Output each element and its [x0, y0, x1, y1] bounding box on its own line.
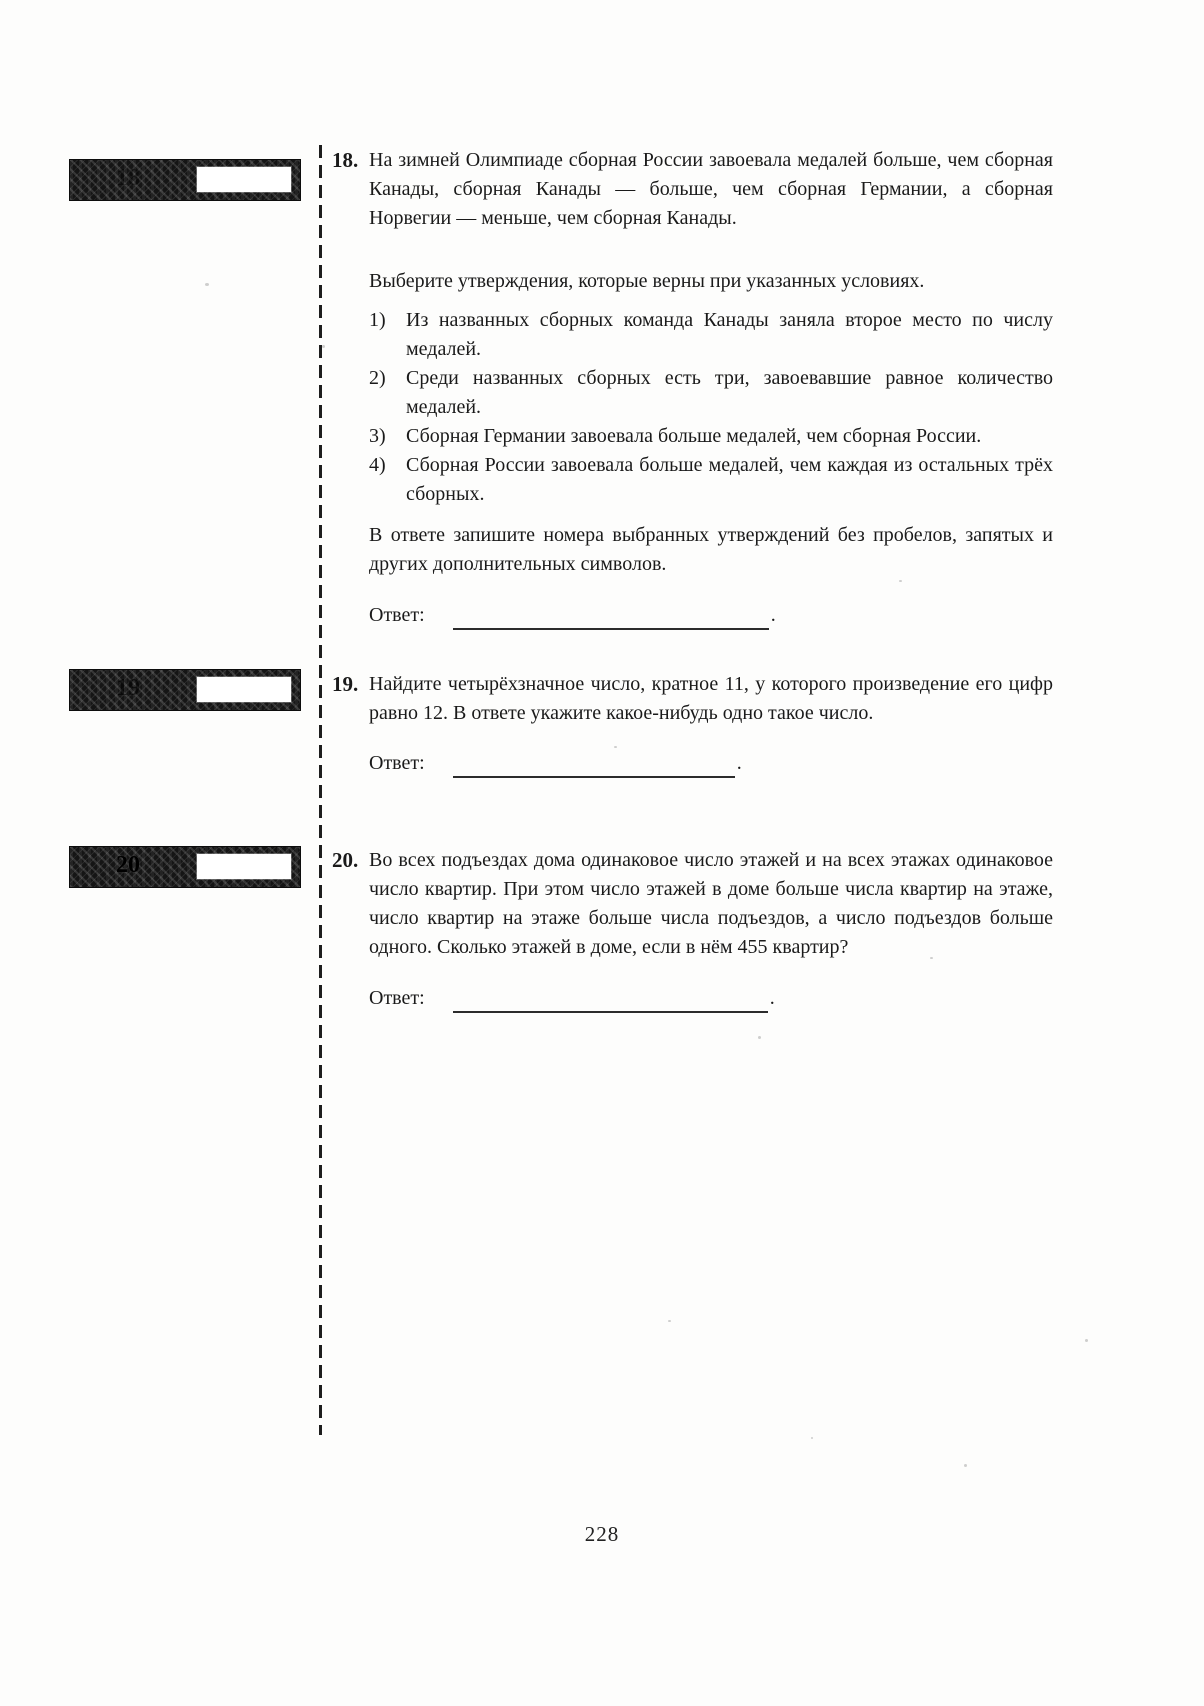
option-1-number: 1): [369, 309, 386, 331]
answer-blank-line: [453, 752, 735, 778]
problem-18: [332, 146, 1056, 630]
problem-18-number: 18.: [332, 148, 359, 172]
option-2-text: Среди названных сборных есть три, завоевавшие равное количество медалей.: [406, 367, 1053, 418]
scan-speck: [614, 746, 617, 748]
problem-20: [332, 846, 1056, 1013]
page-number: 228: [584, 1522, 620, 1546]
margin-tag-label-19: 19: [116, 675, 140, 701]
answer-period: .: [770, 604, 776, 626]
scan-speck: [1085, 1339, 1088, 1342]
scan-speck: [964, 1464, 967, 1467]
margin-tag-box-18: [70, 160, 300, 200]
problem-19: [332, 670, 1056, 778]
scan-speck: [899, 580, 902, 582]
option-1-text: Из названных сборных команда Канады заняла второе место по числу медалей.: [406, 309, 1053, 360]
option-2-number: 2): [369, 367, 386, 389]
problem-20-number: 20.: [332, 848, 359, 872]
margin-tag-box-19: [70, 670, 300, 710]
option-4-text: Сборная России завоевала больше медалей, чем каждая из остальных трёх сборных.: [406, 454, 1053, 505]
answer-period: .: [736, 752, 742, 774]
problem-20-body: Во всех подъездах дома одинаковое число этажей и на всех этажах одинаковое число квартир. При этом число этажей в доме больше числа квартир на этаже, число квартир на этаже больше числа подъездов, а число подъездов больше одного. Сколько этажей в доме, если в нём 455 квартир?: [369, 849, 1053, 958]
option-3-number: 3): [369, 425, 386, 447]
margin-answer-slot-18: [197, 167, 291, 192]
answer-label: Ответ:: [369, 752, 425, 774]
option-3: [369, 422, 1053, 451]
problem-18-options: [369, 306, 1053, 509]
answer-label: Ответ:: [369, 604, 425, 626]
option-4-number: 4): [369, 454, 386, 476]
answer-blank-line: [453, 987, 768, 1013]
problem-19-number: 19.: [332, 672, 359, 696]
margin-tag-label-20: 20: [116, 852, 140, 878]
margin-answer-slot-19: [197, 677, 291, 702]
scan-speck: [668, 1320, 671, 1322]
answer-label: Ответ:: [369, 987, 425, 1009]
option-3-text: Сборная Германии завоевала больше медалей, чем сборная России.: [406, 425, 982, 447]
answer-period: .: [769, 987, 775, 1009]
problem-20-answer: [369, 984, 1053, 1013]
option-4: [369, 451, 1053, 509]
answer-blank-line: [453, 604, 769, 630]
scan-speck: [205, 283, 209, 286]
scan-speck: [758, 1036, 761, 1039]
problem-19-body: Найдите четырёхзначное число, кратное 11, у которого произведение его цифр равно 12. В ответе укажите какое-нибудь одно такое число.: [369, 673, 1053, 724]
problem-18-answer: [369, 601, 1053, 630]
problem-18-note: В ответе запишите номера выбранных утверждений без пробелов, запятых и других дополнительных символов.: [369, 524, 1053, 575]
problem-18-body: На зимней Олимпиаде сборная России завоевала медалей больше, чем сборная Канады, сборная Канады — больше, чем сборная Германии, а сборная Норвегии — меньше, чем сборная Канады.: [369, 149, 1053, 229]
option-2: [369, 364, 1053, 422]
problem-19-answer: [369, 749, 1053, 778]
problem-18-intro: Выберите утверждения, которые верны при указанных условиях.: [369, 270, 925, 292]
margin-tag-label-18: 18: [116, 165, 140, 191]
scan-speck: [811, 1437, 813, 1439]
option-1: [369, 306, 1053, 364]
margin-tag-box-20: [70, 847, 300, 887]
margin-answer-slot-20: [197, 854, 291, 879]
dashed-margin-rule: [319, 145, 322, 1435]
scan-speck: [322, 345, 325, 348]
scan-speck: [930, 957, 933, 959]
